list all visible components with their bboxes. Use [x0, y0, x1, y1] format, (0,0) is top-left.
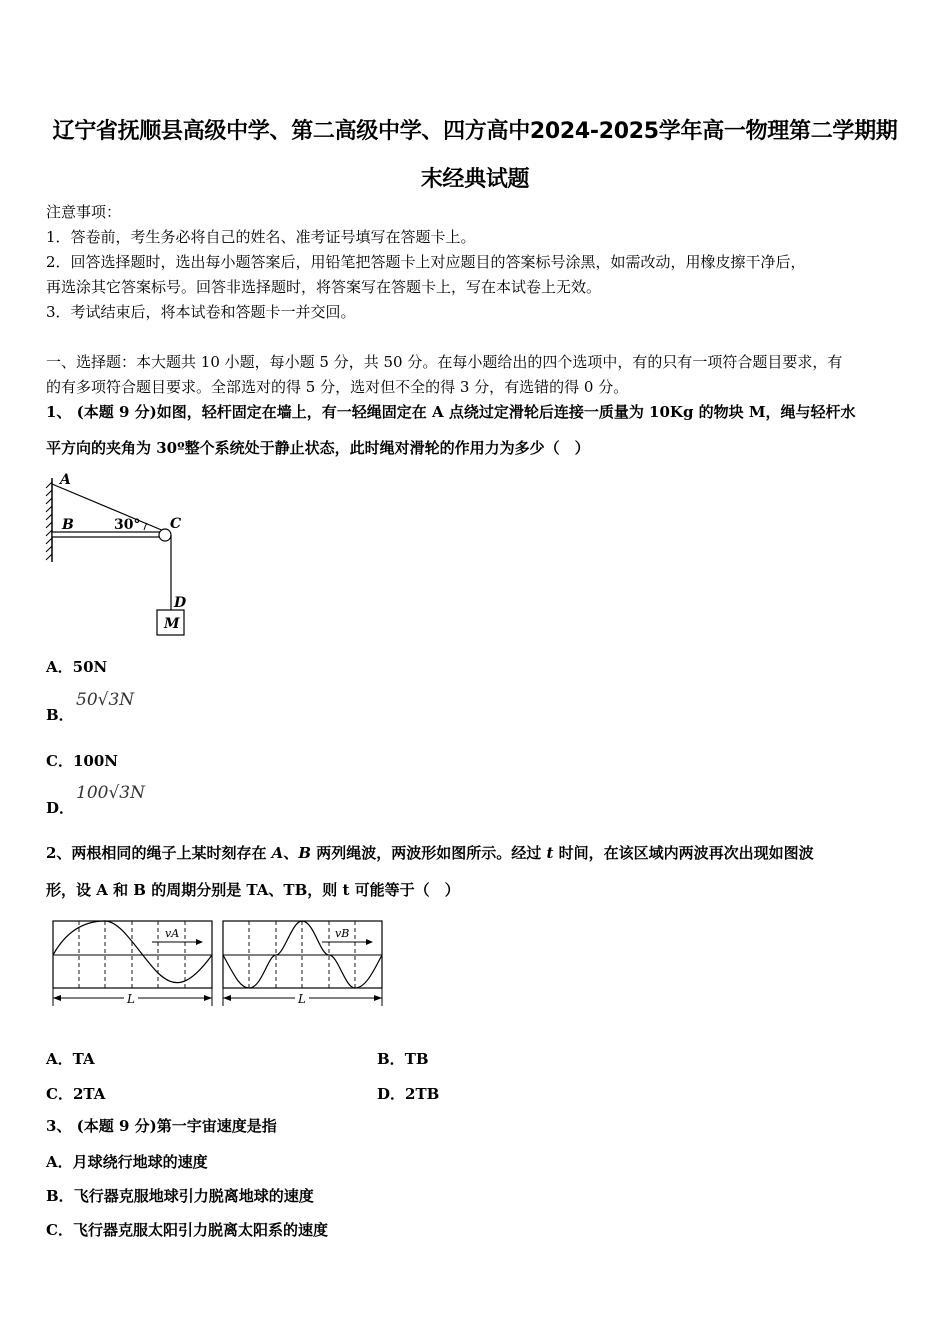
notice-item-2-cont: 再选涂其它答案标号。回答非选择题时，将答案写在答题卡上，写在本试卷上无效。 — [46, 278, 602, 296]
page-title-line1: 辽宁省抚顺县高级中学、第二高级中学、四方高中2024-2025学年高一物理第二学期期 — [52, 119, 898, 144]
q1-option-c[interactable]: C．100N — [46, 752, 118, 770]
vb-label: vB — [335, 927, 350, 940]
q2-option-d[interactable]: D．2TB — [377, 1085, 440, 1103]
notice-item-1: 1．答卷前，考生务必将自己的姓名、准考证号填写在答题卡上。 — [46, 228, 476, 246]
q1-stem-1: 1、 (本题 9 分)如图，轻杆固定在墙上，有一轻绳固定在 A 点绕过定滑轮后连接一质量为 10Kg 的物块 M，绳与轻杆水 — [46, 403, 856, 421]
notice-heading: 注意事项： — [46, 203, 122, 221]
q1-option-d[interactable]: D． — [46, 799, 75, 817]
notice-item-2: 2．回答选择题时，选出每小题答案后，用铅笔把答题卡上对应题目的答案标号涂黑，如需改动，用橡皮擦干净后， — [46, 253, 806, 271]
label-b: B — [62, 517, 74, 533]
q1-option-b[interactable]: B． — [46, 706, 74, 724]
label-angle: 30° — [114, 517, 141, 533]
q2-stem-1: 2、两根相同的绳子上某时刻存在 A、B 两列绳波，两波形如图所示。经过 t 时间，在该区域内两波再次出现如图波 — [46, 844, 814, 862]
q1-stem-2: 平方向的夹角为 30º整个系统处于静止状态，此时绳对滑轮的作用力为多少（ ） — [46, 439, 590, 457]
lb-label: L — [298, 992, 306, 1006]
label-d: D — [174, 595, 187, 611]
q3-stem: 3、 (本题 9 分)第一宇宙速度是指 — [46, 1117, 277, 1135]
q3-option-b[interactable]: B．飞行器克服地球引力脱离地球的速度 — [46, 1187, 314, 1205]
q1-pulley-figure — [44, 468, 204, 640]
q1-option-a[interactable]: A．50N — [46, 658, 108, 676]
q2-wave-figure — [48, 918, 388, 1010]
wave-panel-b — [223, 921, 382, 1006]
label-m: M — [164, 616, 180, 632]
label-a: A — [60, 472, 71, 488]
q3-option-a[interactable]: A．月球绕行地球的速度 — [46, 1153, 208, 1171]
notice-item-3: 3．考试结束后，将本试卷和答题卡一并交回。 — [46, 303, 356, 321]
q2-option-a[interactable]: A．TA — [46, 1050, 95, 1068]
q2-option-c[interactable]: C．2TA — [46, 1085, 106, 1103]
q2-stem-2: 形，设 A 和 B 的周期分别是 TA、TB，则 t 可能等于（ ） — [46, 881, 460, 899]
section-intro-1: 一、选择题：本大题共 10 小题，每小题 5 分，共 50 分。在每小题给出的四个选项中，有的只有一项符合题目要求，有 — [46, 353, 843, 371]
va-label: vA — [165, 927, 180, 940]
wave-panel-a — [53, 921, 212, 1006]
page-title-line2: 末经典试题 — [420, 167, 530, 192]
q1-option-d-value: 100√3N — [76, 783, 145, 803]
la-label: L — [127, 992, 135, 1006]
section-intro-2: 的有多项符合题目要求。全部选对的得 5 分，选对但不全的得 3 分，有选错的得 0 分。 — [46, 378, 629, 396]
q2-option-b[interactable]: B．TB — [377, 1050, 429, 1068]
label-c: C — [170, 516, 182, 532]
q3-option-c[interactable]: C．飞行器克服太阳引力脱离太阳系的速度 — [46, 1221, 328, 1239]
q1-option-b-value: 50√3N — [76, 690, 135, 710]
